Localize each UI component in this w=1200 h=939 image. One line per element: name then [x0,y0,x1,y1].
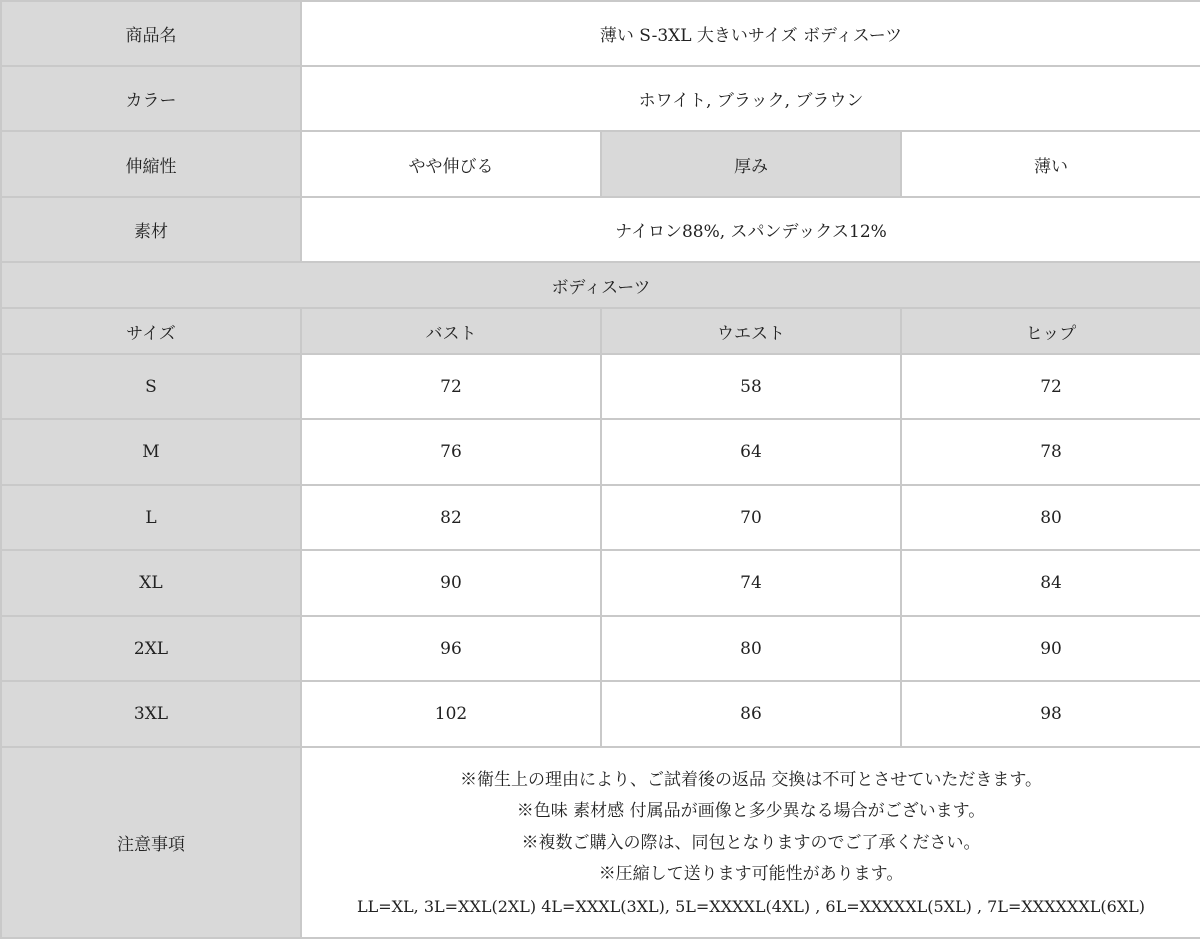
size-cell: 2XL [1,616,301,681]
color-label: カラー [1,66,301,131]
notes-label: 注意事項 [1,747,301,938]
size-row-xl [1,550,1200,616]
hip-cell: 84 [901,550,1200,616]
waist-cell: 70 [601,485,901,550]
size-table-title-row [1,262,1200,308]
stretch-option-thin: 薄い [901,131,1200,197]
header-hip: ヒップ [901,308,1200,354]
bust-cell: 96 [301,616,601,681]
size-row-l [1,485,1200,550]
size-cell: XL [1,550,301,616]
stretch-option-slightly-stretchy: やや伸びる [301,131,601,197]
hip-cell: 98 [901,681,1200,747]
bust-cell: 90 [301,550,601,616]
material-value: ナイロン88%, スパンデックス12% [301,197,1200,262]
color-value: ホワイト, ブラック, ブラウン [301,66,1200,131]
size-cell: L [1,485,301,550]
notes-list [302,751,1200,935]
product-name-label: 商品名 [1,1,301,66]
notes-cell [301,747,1200,938]
note-size-conversion: LL=XL, 3L=XXL(2XL) 4L=XXXL(3XL), 5L=XXXXL(4XL) , 6L=XXXXXL(5XL) , 7L=XXXXXXL(6XL) [357,896,1146,916]
hip-cell: 80 [901,485,1200,550]
bust-cell: 76 [301,419,601,485]
notes-row [1,747,1200,938]
product-name-value: 薄い S-3XL 大きいサイズ ボディスーツ [301,1,1200,66]
hip-cell: 90 [901,616,1200,681]
product-name-row [1,1,1200,66]
size-row-s [1,354,1200,419]
stretch-option-thick: 厚み [601,131,901,197]
waist-cell: 80 [601,616,901,681]
waist-cell: 86 [601,681,901,747]
stretch-label: 伸縮性 [1,131,301,197]
material-label: 素材 [1,197,301,262]
header-bust: バスト [301,308,601,354]
bust-cell: 72 [301,354,601,419]
bust-cell: 82 [301,485,601,550]
header-size: サイズ [1,308,301,354]
stretch-row [1,131,1200,197]
size-cell: 3XL [1,681,301,747]
material-row [1,197,1200,262]
note-compression: ※圧縮して送ります可能性があります。 [598,864,904,885]
hip-cell: 72 [901,354,1200,419]
size-cell: M [1,419,301,485]
header-waist: ウエスト [601,308,901,354]
waist-cell: 64 [601,419,901,485]
note-hygiene: ※衛生上の理由により、ご試着後の返品 交換は不可とさせていただきます。 [459,769,1043,790]
size-table-header-row [1,308,1200,354]
note-color-variation: ※色味 素材感 付属品が画像と多少異なる場合がございます。 [516,801,986,822]
color-row [1,66,1200,131]
note-combined-shipping: ※複数ご購入の際は、同包となりますのでご了承ください。 [521,832,981,853]
waist-cell: 58 [601,354,901,419]
hip-cell: 78 [901,419,1200,485]
size-row-2xl [1,616,1200,681]
size-table-title: ボディスーツ [1,262,1200,308]
waist-cell: 74 [601,550,901,616]
size-cell: S [1,354,301,419]
size-row-3xl [1,681,1200,747]
bust-cell: 102 [301,681,601,747]
size-row-m [1,419,1200,485]
